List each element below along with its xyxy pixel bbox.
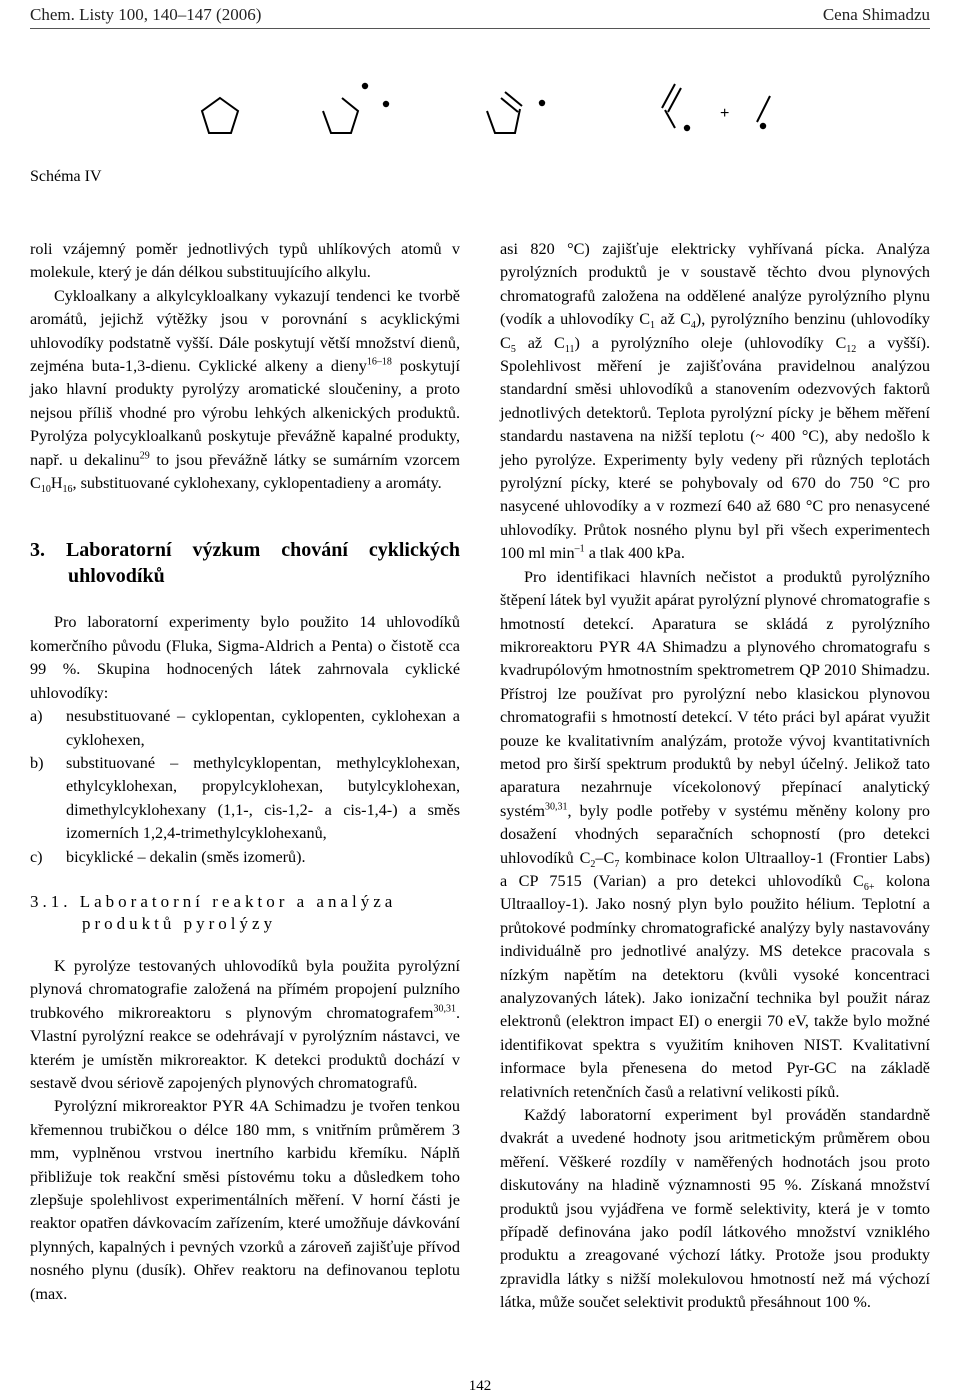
paragraph: Pyrolýzní mikroreaktor PYR 4A Schimadzu je tvořen tenkou křemennou trubičkou o délce 180 mm, s vnitřním průměrem 3 mm, vyplněnou vrstvou inertního karbidu křemíku. Náplň přibližuje tok reakční směsi pístovému toku a důsledkem toho zlepšuje spolehlivost experimentálních měření. V horní části je reaktor opatřen dávkovacím zařízením, které umožňuje dávkování plynných, kapalných i pevných vzorků a zároveň zajišťuje přívod nosného plynu (dusík). Ohřev reaktoru na definovanou teplotu (max. — [30, 1097, 460, 1303]
list-item: c) bicyklické – dekalin (směs izomerů). — [30, 847, 306, 866]
radical-dot — [684, 125, 690, 131]
radical-dot — [362, 83, 368, 89]
radical-dot — [539, 100, 545, 106]
paragraph: Pro identifikaci hlavních nečistot a produktů pyrolýzního štěpení látek byl využit apárat pyrolýzní plynové chromatografie s hmotností detekcí. Aparatura se skládá z pyrolýzního mikroreaktoru PYR 4A Shimadzu a plynového chromatografu s kvadrupólovým hmotnostním spektrometrem QP 2010 Shimadzu. Přístroj lze používat pro pyrolýzní nebo klasickou plynovou chromatografii s hmotností detekcí. V této práci byl apárat využit pouze ke kvalitativním analýzám, protože vývoj kvantitativních metod pro širší spektrum produktů by nebyl účelný. Jelikož tato aparatura nezahrnuje vícekolonový přepínací analytický systém$^{30,31}$, byly podle potřeby v systému měněny kolony pro dosažení vhodných separačních schopností (pro detekci uhlovodíků $C_2-C_7$ kombinace kolon Ultraalloy-1 (Frontier Labs) a CP 7515 (Varian) a pro detekci uhlovodíků $C_{6+}$ kolona Ultraalloy-1). Jako nosný plyn bylo použito hélium. Teplotní a průtokové podmínky chromatografické analýzy byly nastavovány individuálně pro jednotlivé analýzy. MS detekce pracovala s nízkým napětím na detektoru (kvůli vysoké koncentraci analyzovaných látek). Jako ionizační technika byl použit náraz elektronů (elektron impact EI) o energii 70 eV, takže bylo možné identifikovat spektra s využitím knihoven NIST. Kvalitativní informace byla přenesena do metod Pyr-GC na základě relativních retenčních časů a relativní velikosti píků. — [500, 567, 931, 1101]
header-rule — [30, 28, 930, 29]
list-item: a) nesubstituované – cyklopentan, cyklopenten, cyklohexan a cyklohexen, — [30, 707, 460, 749]
paragraph: Pro laboratorní experimenty bylo použito 14 uhlovodíků komerčního původu (Fluka, Sigma-Aldrich a Penta) o čistotě cca 99 %. Skupina hodnocených látek zahrnovala cyklické uhlovodíky: — [30, 613, 460, 702]
page-number: 142 — [468, 1378, 492, 1394]
list-item: b) substituované – methylcyklopentan, methylcyklohexan, ethylcyklohexan, propylcyklohexan, butylcyklohexan, dimethylcyklohexany (1,1-, cis-1,2- a cis-1,4-) a směs izomerních 1,2,4-trimethylcyklohexanů, — [30, 753, 460, 843]
fragment-products — [662, 84, 770, 128]
radical-dot — [760, 123, 766, 129]
paragraph: asi 820 °C) zajišťuje elektricky vyhřívaná pícka. Analýza pyrolýzních produktů je v soustavě těchto dvou plynových chromatografů založena na oddělené analýze pyrolýzního plynu (vodík a uhlovodíky $C_1$ až $C_4$), pyrolýzního benzinu (uhlovodíky $C_5$ až $C_{11}$) a pyrolýzního oleje (uhlovodíky $C_{12}$ a vyšší). Spolehlivost měření je zajišťována pravidelnou analýzou standardní směsi uhlovodíků a stanovením odezvových faktorů jednotlivých detektorů. Teplota pyrolýzní pícky je během měření standardu nastavena na nižší teplotu (~ 400 °C), aby nedošlo k jeho pyrolýze. Experimenty byly vedeny při různých teplotách pyrolýzní pícky, které se pohybovaly od 670 do 750 °C pro nasycené uhlovodíky a v rozmezí 640 až 680 °C pro nenasycené uhlovodíky. Průtok nosného plynu byl při všech experimentech 100 ml $\min^{-1} a$ tlak 400 kPa. — [500, 240, 931, 563]
header-author: Cena Shimadzu — [822, 5, 930, 24]
alkenyl-radical-structure — [487, 92, 522, 133]
compound-list — [30, 705, 460, 869]
cyclopentane-structure — [202, 98, 238, 133]
plus-sign: + — [720, 105, 730, 122]
subsection-heading: 3.1. Laboratorní reaktor a analýza produktů pyrolýzy — [30, 891, 397, 933]
section-heading: 3. Laboratorní výzkum chování cyklických uhlovodíků — [30, 539, 460, 588]
reaction-scheme — [170, 70, 800, 160]
paragraph: roli vzájemný poměr jednotlivých typů uhlíkových atomů v molekule, který je dán délkou substituujícího alkylu. — [30, 240, 460, 282]
running-header — [30, 4, 930, 26]
left-column — [30, 238, 460, 1306]
scheme-label: Schéma IV — [30, 168, 102, 185]
paragraph: Každý laboratorní experiment byl prováděn standardně dvakrát a uvedené hodnoty jsou aritmetickým průměrem obou měření. Věškeré rozdíly v naměřených hodnotách jsou proto diskutovány na hladině významnosti 95 %. Získaná množství produktů jsou vyjádřena ve formě selektivity, která je v tomto případě definována jako podíl látkového množství vzniklého produktu a zreagované výchozí látky. Protože jsou produkty zpravidla látky s nižší molekulovou hmotností než má výchozí látka, může součet selektivit produktů přesáhnout 100 %. — [500, 1106, 930, 1312]
paragraph: Cykloalkany a alkylcykloalkany vykazují tendenci ke tvorbě aromátů, jejichž výtěžky jsou v porovnání s acyklickými uhlovodíky podstatně vyšší. Dále poskytují větší množství dienů, zejména buta-1,3-dienu. Cyklické alkeny a dieny$^{16-18}$ poskytují jako hlavní produkty pyrolýzy aromatické sloučeniny, a proto nejsou příliš vhodné pro výrobu lehkých alkenických produktů. Pyrolýza polycykloalkanů poskytuje převážně kapalné produkty, např. u dekalinu$^{29}$ to jsou převážně látky se sumárním vzorcem $C_{10}H_{16}$, substituované cyklohexany, cyklopentadieny a aromáty. — [30, 286, 460, 496]
radical-dot — [383, 101, 389, 107]
diradical-structure — [323, 98, 358, 133]
journal-citation: Chem. Listy 100, 140–147 (2006) — [30, 5, 262, 24]
paragraph: K pyrolýze testovaných uhlovodíků byla použita pyrolýzní plynová chromatografie založená na přímém propojení pulzního trubkového mikroreaktoru s plynovým chromatografem$^{30,31}$. Vlastní pyrolýzní reakce se odehrávají v pyrolýzním nástavci, ve kterém je umístěn mikroreaktor. K detekci produktů dochází v sestavě dvou sériově zapojených plynových chromatografů. — [30, 956, 460, 1092]
right-column — [500, 238, 930, 1315]
